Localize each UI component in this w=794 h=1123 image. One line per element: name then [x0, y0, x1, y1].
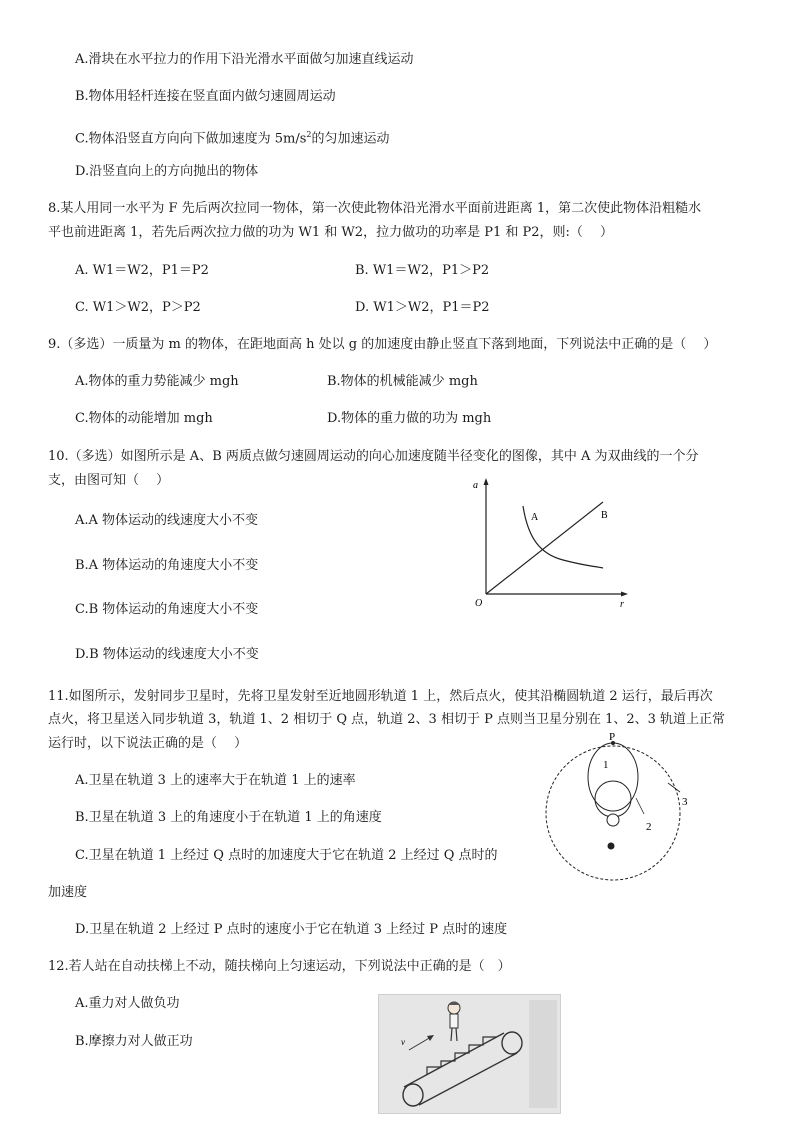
- q11-center-dot: [608, 843, 615, 850]
- q8-stem-line1: 8.某人用同一水平为 F 先后两次拉同一物体，第一次使此物体沿光滑水平面前进距离 1，第二次使此物体沿粗糙水: [48, 201, 702, 216]
- q10-option-c: C.B 物体运动的角速度大小不变: [75, 602, 259, 617]
- q10-stem-line1: 10.（多选）如图所示是 A、B 两质点做匀速圆周运动的向心加速度随半径变化的图像，其中 A 为双曲线的一个分: [48, 449, 699, 464]
- q10-option-d: D.B 物体运动的线速度大小不变: [75, 647, 259, 662]
- q11-stem-line1: 11.如图所示，发射同步卫星时，先将卫星发射至近地圆形轨道 1 上，然后点火，使其沿椭圆轨道 2 运行，最后再次: [48, 689, 713, 704]
- q10-option-b: B.A 物体运动的角速度大小不变: [75, 558, 259, 573]
- q12-escalator-drawing: [379, 995, 560, 1113]
- q9-option-b: B.物体的机械能减少 mgh: [327, 374, 478, 389]
- q7-option-c-text: C.物体沿竖直方向向下做加速度为 5m/s: [75, 131, 307, 147]
- q8-option-d: D. W1＞W2，P1＝P2: [355, 300, 490, 315]
- q12-option-b: B.摩擦力对人做正功: [75, 1034, 193, 1049]
- q12-stem: 12.若人站在自动扶梯上不动，随扶梯向上匀速运动，下列说法中正确的是（ ）: [48, 959, 511, 974]
- q7-option-c-text-end: 的匀加速运动: [311, 131, 390, 147]
- q11-label-2: 2: [646, 821, 652, 833]
- q12-escalator-photo: [378, 994, 561, 1114]
- q11-orbit-3: [546, 746, 680, 880]
- q7-option-d: D.沿竖直向上的方向抛出的物体: [75, 164, 259, 179]
- q11-orbit-1: [595, 781, 631, 817]
- q10-line-b: [486, 502, 603, 594]
- q11-earth: [607, 814, 619, 826]
- q8-option-a: A. W1＝W2，P1＝P2: [75, 263, 209, 278]
- q11-stem-line2: 点火，将卫星送入同步轨道 3，轨道 1、2 相切于 Q 点，轨道 2、3 相切于 P 点则当卫星分别在 1、2、3 轨道上正常: [48, 712, 726, 727]
- q11-option-d: D.卫星在轨道 2 上经过 P 点时的速度小于它在轨道 3 上经过 P 点时的速度: [75, 922, 508, 937]
- q11-option-c: C.卫星在轨道 1 上经过 Q 点时的加速度大于它在轨道 2 上经过 Q 点时的: [75, 848, 498, 863]
- q11-stem-line3: 运行时，以下说法正确的是（ ）: [48, 736, 248, 751]
- q11-option-c-cont: 加速度: [48, 885, 88, 900]
- q10-graph: [468, 476, 633, 611]
- q10-b-label: B: [601, 510, 608, 521]
- q11-label-1: 1: [603, 759, 609, 771]
- q11-option-b: B.卫星在轨道 3 上的角速度小于在轨道 1 上的角速度: [75, 810, 382, 825]
- q10-option-a: A.A 物体运动的线速度大小不变: [75, 513, 259, 528]
- q11-orbit-diagram: [540, 728, 700, 888]
- q10-a-label: A: [531, 512, 539, 523]
- q7-option-c: [75, 126, 390, 148]
- q11-leader-2: [636, 798, 644, 814]
- q11-p-label: P: [609, 731, 616, 743]
- q10-x-label: r: [620, 599, 624, 610]
- q7-option-b: B.物体用轻杆连接在竖直面内做匀速圆周运动: [75, 89, 336, 104]
- q10-y-label: a: [473, 480, 478, 491]
- q7-option-a: A.滑块在水平拉力的作用下沿光滑水平面做匀加速直线运动: [75, 52, 414, 67]
- q11-label-3: 3: [682, 796, 688, 808]
- q8-stem-line2: 平也前进距离 1，若先后两次拉力做的功为 W1 和 W2，拉力做功的功率是 P1 和 P2，则:（ ）: [48, 225, 614, 240]
- q12-velocity-label: v: [401, 1037, 405, 1047]
- q7-option-c-sup: 2: [306, 130, 312, 139]
- q8-option-c: C. W1＞W2，P＞P2: [75, 300, 201, 315]
- q11-option-a: A.卫星在轨道 3 上的速率大于在轨道 1 上的速率: [75, 773, 356, 788]
- q10-y-arrow: [484, 478, 489, 485]
- q9-option-d: D.物体的重力做的功为 mgh: [327, 411, 492, 426]
- q10-origin-label: O: [475, 598, 483, 609]
- q8-option-b: B. W1＝W2，P1＞P2: [355, 263, 490, 278]
- q12-option-a: A.重力对人做负功: [75, 996, 180, 1011]
- q10-x-arrow: [621, 592, 628, 597]
- q10-stem-line2: 支，由图可知（ ）: [48, 473, 170, 488]
- q9-option-a: A.物体的重力势能减少 mgh: [75, 374, 239, 389]
- q9-stem: 9.（多选）一质量为 m 的物体，在距地面高 h 处以 g 的加速度由静止竖直下落到地面，下列说法中正确的是（ ）: [48, 337, 717, 352]
- q9-option-c: C.物体的动能增加 mgh: [75, 411, 213, 426]
